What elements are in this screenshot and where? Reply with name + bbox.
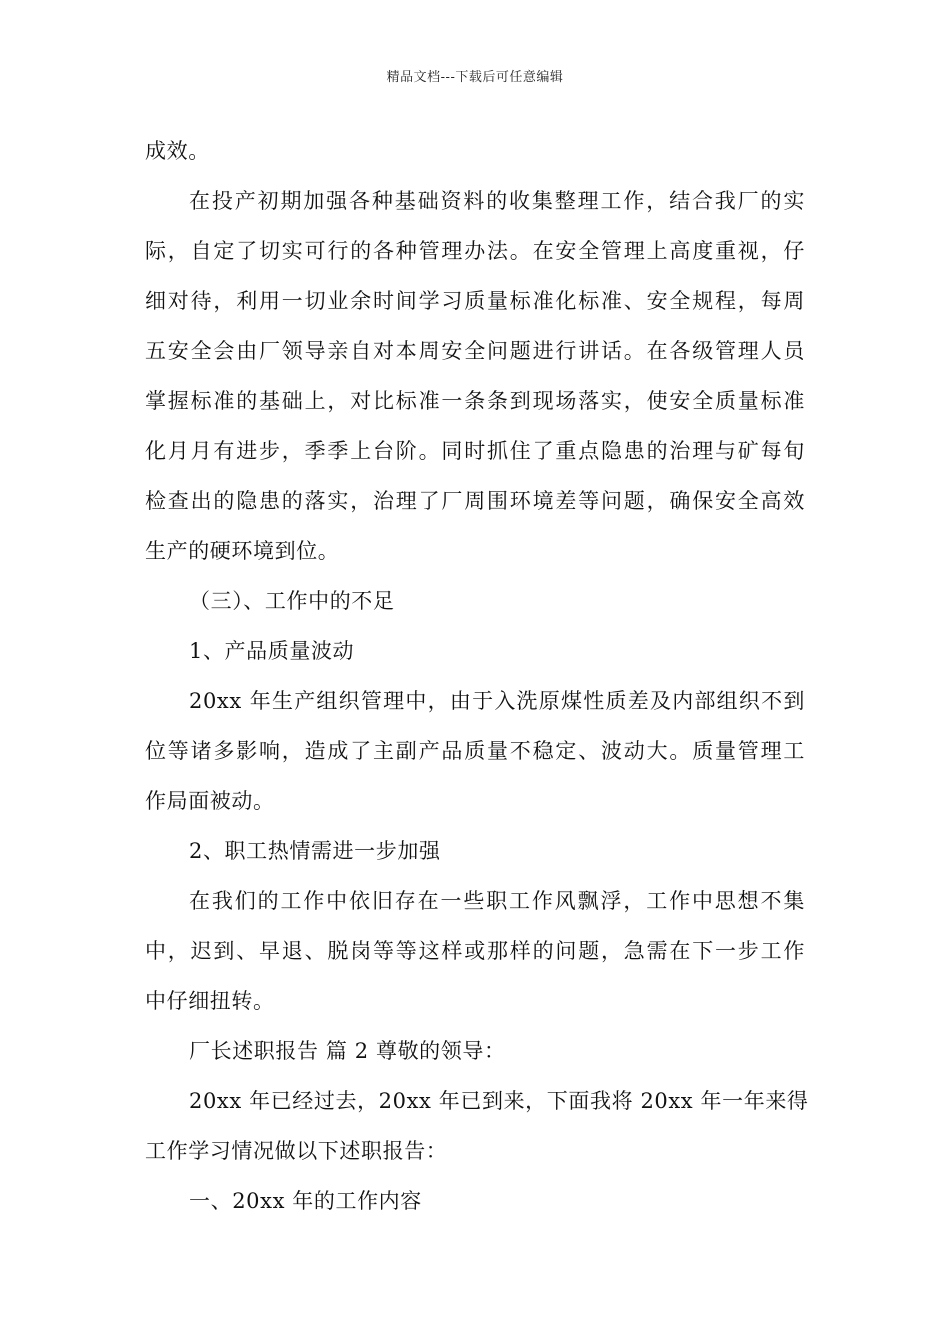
paragraph-first-line: 在我们的工作中依旧存在一些职工作风飘浮，工作中思想不集 xyxy=(189,889,805,913)
section-heading: （三）、工作中的不足 xyxy=(189,589,395,613)
text-line: 工作学习情况做以下述职报告： xyxy=(145,1139,448,1163)
document-body xyxy=(145,126,809,1226)
text-line: 位等诸多影响，造成了主副产品质量不稳定、波动大。质量管理工 xyxy=(145,739,805,763)
report-title-line: 厂长述职报告 篇 2 尊敬的领导： xyxy=(189,1039,506,1063)
text-line: 化月月有进步，季季上台阶。同时抓住了重点隐患的治理与矿每旬 xyxy=(145,439,805,463)
page-header: 精品文档---下载后可任意编辑 xyxy=(386,70,564,85)
text-line: 细对待，利用一切业余时间学习质量标准化标准、安全规程，每周 xyxy=(145,289,805,313)
text-line: 成效。 xyxy=(145,139,210,163)
text-line: 生产的硬环境到位。 xyxy=(145,539,340,563)
subsection-heading: 1、产品质量波动 xyxy=(189,639,355,663)
text-line: 检查出的隐患的落实，治理了厂周围环境差等问题，确保安全高效 xyxy=(145,489,805,513)
text-line: 中仔细扭转。 xyxy=(145,989,275,1013)
subsection-heading: 2、职工热情需进一步加强 xyxy=(189,839,441,863)
text-line: 五安全会由厂领导亲自对本周安全问题进行讲话。在各级管理人员 xyxy=(145,339,805,363)
text-line: 作局面被动。 xyxy=(145,789,275,813)
text-line: 掌握标准的基础上，对比标准一条条到现场落实，使安全质量标准 xyxy=(145,389,805,413)
paragraph-first-line: 20xx 年生产组织管理中，由于入洗原煤性质差及内部组织不到 xyxy=(189,689,805,713)
section-heading: 一、20xx 年的工作内容 xyxy=(189,1189,422,1213)
text-line: 中，迟到、早退、脱岗等等这样或那样的问题，急需在下一步工作 xyxy=(145,939,805,963)
text-line: 际，自定了切实可行的各种管理办法。在安全管理上高度重视，仔 xyxy=(145,239,805,263)
paragraph-first-line: 在投产初期加强各种基础资料的收集整理工作，结合我厂的实 xyxy=(189,189,805,213)
paragraph-first-line: 20xx 年已经过去，20xx 年已到来，下面我将 20xx 年一年来得 xyxy=(189,1089,809,1113)
